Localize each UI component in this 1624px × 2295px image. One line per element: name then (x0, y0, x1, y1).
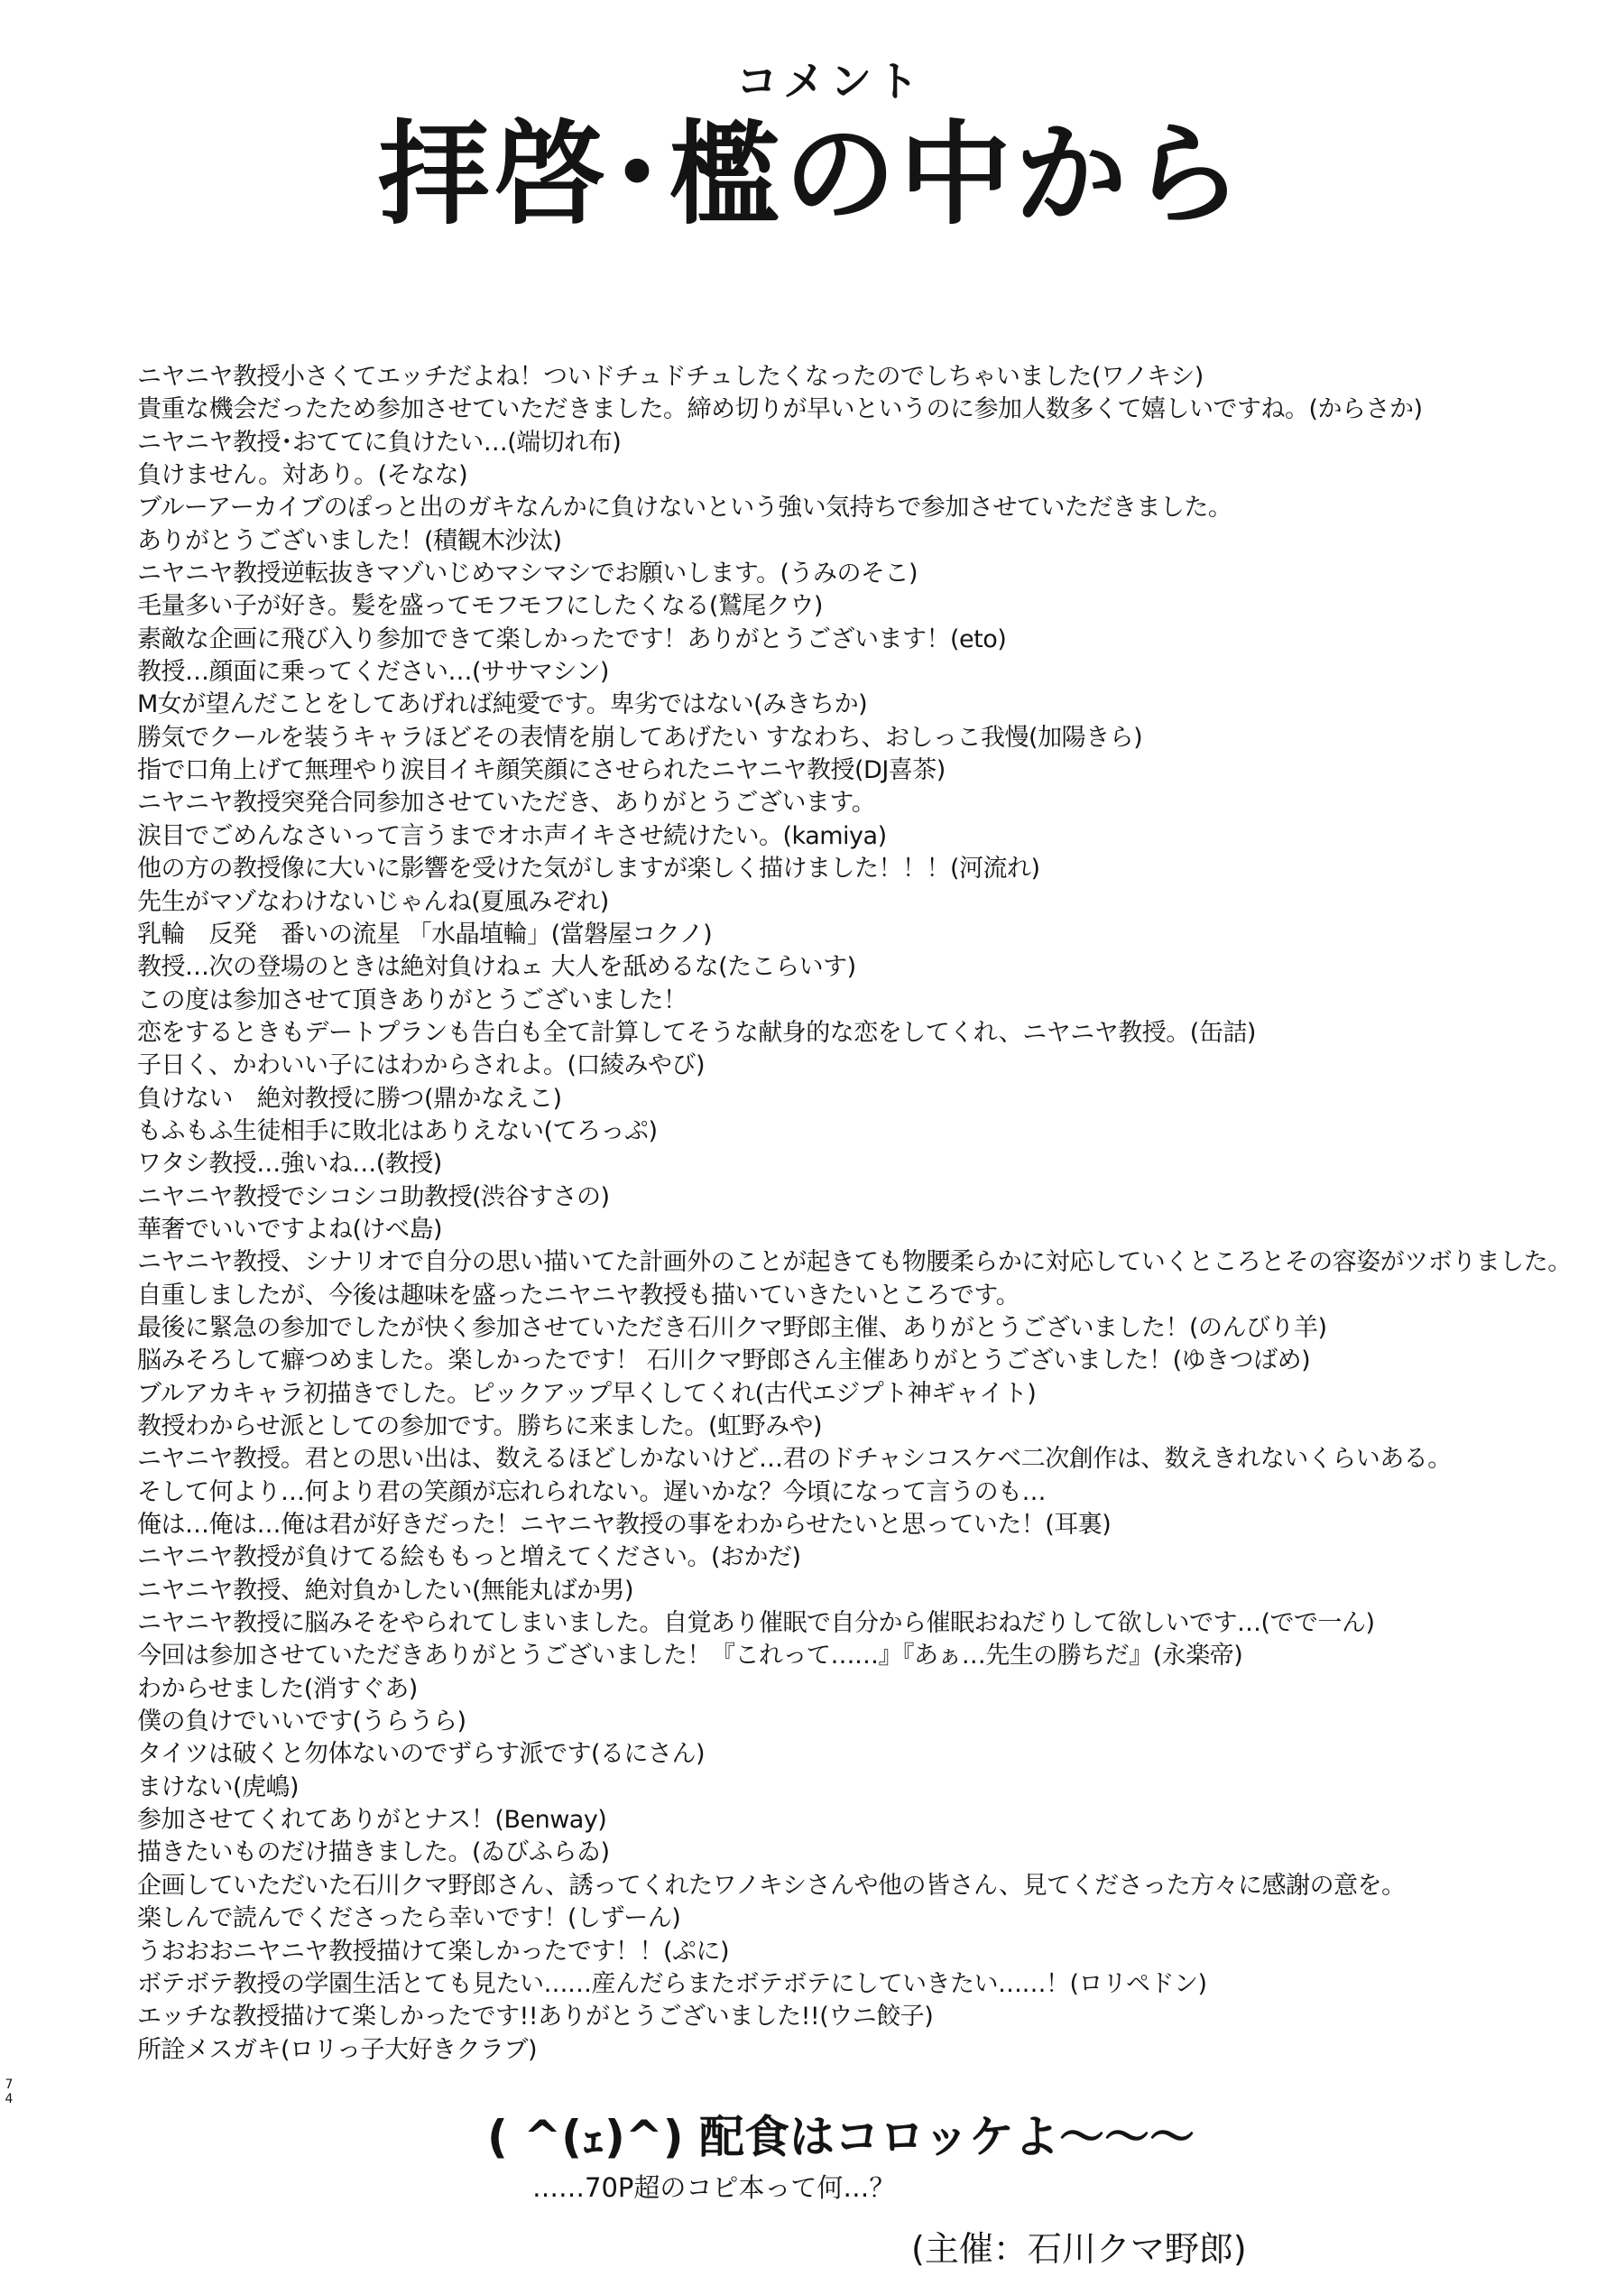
comment-line: もふもふ生徒相手に敗北はありえない(てろっぷ) (137, 1116, 658, 1145)
comment-line: 負けません。対あり。(そなな) (137, 461, 468, 490)
comment-line: M女が望んだことをしてあげれば純愛です。卑劣ではない(みきちか) (137, 690, 868, 719)
comment-list (137, 361, 1617, 2067)
comment-line: エッチな教授描けて楽しかったです!!ありがとうございました!!(ウニ餃子) (137, 2003, 934, 2031)
comment-line: わからせました(消すぐあ) (137, 1674, 418, 1703)
comment-line: 素敵な企画に飛び入り参加できて楽しかったです！ありがとうございます！(eto) (137, 625, 1007, 653)
comment-line: 自重しましたが、今後は趣味を盛ったニヤニヤ教授も描いていきたいところです。 (137, 1281, 1020, 1309)
comment-line: 脳みそろして癖つめました。楽しかったです！ 石川クマ野郎さん主催ありがとうございました！(ゆきつばめ) (137, 1346, 1311, 1375)
comment-line: 乳輪 反発 番いの流星 「水晶埴輪」(當磐屋コクノ) (137, 920, 713, 949)
page-number-digit: 4 (5, 2092, 14, 2106)
comment-line: ブルーアーカイブのぽっと出のガキなんかに負けないという強い気持ちで参加させていただきました。 (137, 494, 1232, 523)
comment-line: まけない(虎嶋) (137, 1772, 300, 1801)
comment-line: 負けない 絶対教授に勝つ(鼎かなえこ) (137, 1084, 562, 1113)
closing-line: ( ^(ｪ)^) 配食はコロッケよ～～～ (487, 2111, 1195, 2163)
comment-line: 参加させてくれてありがとナス！(Benway) (137, 1806, 607, 1835)
comment-line: 俺は…俺は…俺は君が好きだった！ニヤニヤ教授の事をわからせたいと思っていた！(耳裏) (137, 1511, 1112, 1540)
page-subtitle: コメント (736, 57, 924, 106)
comment-line: ありがとうございました！(積観木沙汰) (137, 526, 562, 555)
comment-line: ブルアカキャラ初描きでした。ピックアップ早くしてくれ(古代エジプト神ギャイト) (137, 1379, 1037, 1408)
page-header (0, 56, 1624, 238)
comment-line: この度は参加させて頂きありがとうございました！ (137, 986, 687, 1014)
closing-question: ……70P超のコピ本って何…？ (532, 2172, 896, 2203)
comment-line: 所詮メスガキ(ロリっ子大好きクラブ) (137, 2035, 537, 2064)
comment-line: 毛量多い子が好き。髪を盛ってモフモフにしたくなる(鷲尾クウ) (137, 592, 823, 621)
comment-line: ニヤニヤ教授突発合同参加させていただき、ありがとうございます。 (137, 789, 876, 818)
comment-line: ニヤニヤ教授に脳みそをやられてしまいました。自覚あり催眠で自分から催眠おねだりして欲しいです…(でで一ん) (137, 1609, 1375, 1638)
comment-line: 先生がマゾなわけないじゃんね(夏風みぞれ) (137, 887, 609, 916)
comment-line: 恋をするときもデートプランも告白も全て計算してそうな献身的な恋をしてくれ、ニヤニヤ教授。(缶詰) (137, 1018, 1256, 1047)
comment-line: 涙目でごめんなさいって言うまでオホ声イキさせ続けたい。(kamiya) (137, 821, 887, 850)
comment-line: ニヤニヤ教授でシコシコ助教授(渋谷すさの) (137, 1182, 610, 1211)
comment-line: 子日く、かわいい子にはわからされよ。(口綾みやび) (137, 1051, 706, 1080)
page-number-digit: 7 (5, 2078, 14, 2092)
comment-line: うおおおニヤニヤ教授描けて楽しかったです！！(ぷに) (137, 1937, 730, 1966)
comment-line: ワタシ教授…強いね…(教授) (137, 1150, 442, 1179)
comment-line: 僕の負けでいいです(うらうら) (137, 1707, 466, 1736)
comment-line: 描きたいものだけ描きました。(ゐびふらゐ) (137, 1838, 610, 1867)
comment-line: 勝気でクールを装うキャラほどその表情を崩してあげたい すなわち、おしっこ我慢(加陽きら) (137, 723, 1143, 752)
comment-line: そして何より…何より君の笑顔が忘れられない。遅いかな？今頃になって言うのも… (137, 1477, 1046, 1506)
comment-line: 企画していただいた石川クマ野郎さん、誘ってくれたワノキシさんや他の皆さん、見てくださった方々に感謝の意を。 (137, 1871, 1406, 1900)
comment-line: ニヤニヤ教授。君との思い出は、数えるほどしかないけど…君のドチャシコスケベ二次創作は、数えきれないくらいある。 (137, 1445, 1452, 1474)
comment-line: ニヤニヤ教授逆転抜きマゾいじめマシマシでお願いします。(うみのそこ) (137, 560, 918, 588)
comment-line: タイツは破くと勿体ないのでずらす派です(るにさん) (137, 1740, 706, 1769)
comment-line: 今回は参加させていただきありがとうございました！『これって……』『あぁ…先生の勝ちだ』(永楽帝) (137, 1642, 1243, 1670)
comment-line: 最後に緊急の参加でしたが快く参加させていただき石川クマ野郎主催、ありがとうございました！(のんびり羊) (137, 1313, 1327, 1342)
comment-line: 貴重な機会だったため参加させていただきました。締め切りが早いというのに参加人数多くて嬉しいですね。(からさか) (137, 395, 1423, 424)
comment-line: 教授わからせ派としての参加です。勝ちに来ました。(虹野みや) (137, 1412, 823, 1440)
comment-line: 他の方の教授像に大いに影響を受けた気がしますが楽しく描けました！！！(河流れ) (137, 855, 1040, 884)
organizer-credit: (主催：石川クマ野郎) (911, 2229, 1247, 2269)
comment-line: ニヤニヤ教授、絶対負かしたい(無能丸ばか男) (137, 1576, 634, 1605)
comment-line: 華奢でいいですよね(けべ島) (137, 1215, 443, 1244)
comment-line: 教授…次の登場のときは絶対負けねェ 大人を舐めるな(たこらいす) (137, 953, 856, 982)
comment-line: 楽しんで読んでくださったら幸いです！(しずーん) (137, 1904, 681, 1933)
comment-line: ニヤニヤ教授、シナリオで自分の思い描いてた計画外のことが起きても物腰柔らかに対応していくところとその容姿がツボりました。 (137, 1248, 1572, 1277)
comment-line: 教授…顔面に乗ってください…(ササマシン) (137, 658, 609, 687)
page-number (4, 2078, 14, 2106)
page-title: 拝啓･檻の中から (377, 109, 1246, 240)
comment-line: ボテボテ教授の学園生活とても見たい……産んだらまたボテボテにしていきたい……！(ロリペドン) (137, 1969, 1207, 1998)
comment-line: ニヤニヤ教授･おててに負けたい…(端切れ布) (137, 428, 622, 457)
comment-line: ニヤニヤ教授小さくてエッチだよね！ついドチュドチュしたくなったのでしちゃいました(ワノキシ) (137, 363, 1204, 391)
comment-line: ニヤニヤ教授が負けてる絵ももっと増えてください。(おかだ) (137, 1543, 801, 1572)
comment-line: 指で口角上げて無理やり涙目イキ顔笑顔にさせられたニヤニヤ教授(DJ喜茶) (137, 756, 946, 785)
